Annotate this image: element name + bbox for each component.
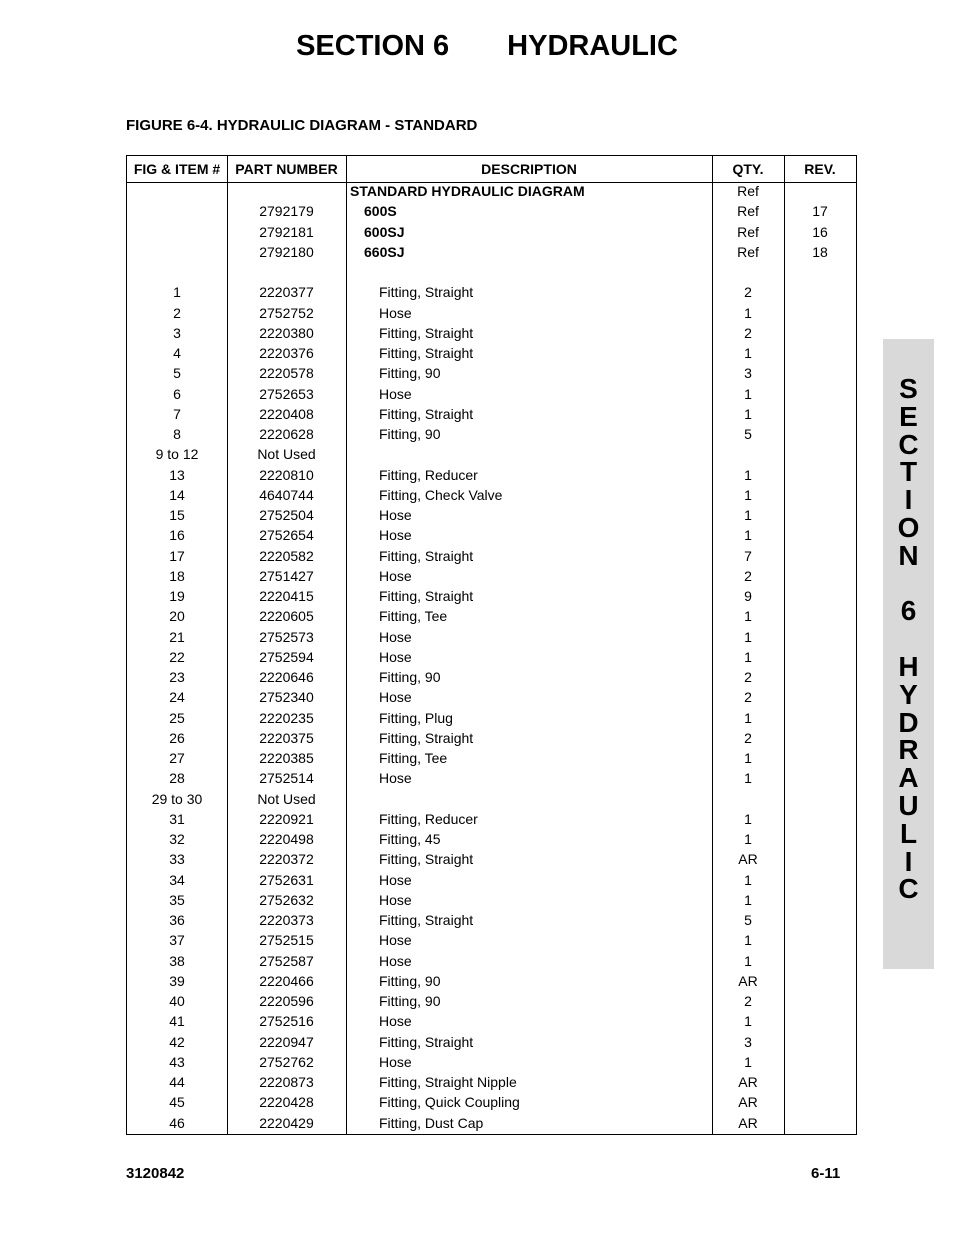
fig-item-cell: 6 [173,385,181,402]
table-row [127,687,856,707]
part-number-cell: 2220235 [259,709,314,726]
fig-item-cell: 22 [169,648,185,665]
part-number-cell: 2220628 [259,426,314,442]
fig-item-cell: 46 [169,1114,185,1131]
part-number-cell: 2220415 [259,588,314,604]
description-cell: Fitting, 90 [379,993,441,1009]
side-tab-letter: 6 [900,595,917,627]
qty-cell: 1 [744,1013,752,1030]
part-number-cell: 2752504 [259,507,314,523]
fig-item-cell: 37 [169,932,185,949]
fig-item-cell: 40 [169,993,185,1009]
fig-item-cell: 29 to 30 [151,790,203,807]
part-number-cell: 2752752 [259,304,314,321]
part-number-cell: 2752573 [259,628,314,645]
qty-cell: 2 [744,324,752,341]
part-number-cell: 2220605 [259,608,314,625]
description-cell: Hose [379,952,412,969]
qty-cell: 1 [744,466,752,483]
fig-item-cell: 21 [169,628,185,645]
part-number-cell: 2752654 [259,527,314,544]
part-number-cell: 2220408 [259,405,314,422]
part-number-cell: 2752594 [259,648,314,665]
fig-item-cell: 45 [169,1094,185,1111]
description-cell: Hose [379,932,412,949]
qty-cell: 1 [744,810,752,827]
part-number-cell: 2220646 [259,669,314,685]
table-row [127,910,856,930]
description-cell: 600SJ [364,223,405,240]
table-row [127,1011,856,1031]
part-number-cell: 2752762 [259,1053,314,1070]
table-row [127,566,856,586]
side-tab-letter: E [899,400,918,432]
description-cell: Fitting, Straight [379,405,474,422]
fig-item-cell: 36 [169,912,185,928]
description-cell: STANDARD HYDRAULIC DIAGRAM [350,183,585,199]
table-row [127,1113,856,1133]
description-cell: Hose [379,628,412,645]
qty-cell: 2 [744,284,752,301]
table-row [127,1072,856,1092]
fig-item-cell: 23 [169,669,185,685]
description-cell: 660SJ [364,243,405,260]
table-row [127,1052,856,1072]
fig-item-cell: 16 [169,527,185,544]
fig-item-cell: 24 [169,689,185,706]
rev-cell: 18 [812,243,828,260]
qty-cell: 1 [744,1053,752,1070]
table-body [127,181,856,1133]
description-cell: Hose [379,1053,412,1070]
page-number: 6-11 [811,1165,841,1182]
part-number-cell: 2220466 [259,972,314,989]
description-cell: Fitting, Plug [379,709,453,726]
qty-cell: 1 [744,648,752,665]
qty-cell: 3 [744,365,752,382]
col-header-rev: REV. [804,161,836,177]
side-tab-letter: S [899,373,918,404]
part-number-cell: 2792181 [259,223,314,240]
fig-item-cell: 32 [169,831,185,847]
fig-item-cell: 1 [173,284,181,301]
side-tab-letter: Y [899,678,918,710]
table-row [127,262,856,282]
part-number-cell: 2220376 [259,345,314,361]
table-row [127,768,856,788]
side-tab-letter: C [898,873,919,905]
fig-item-cell: 13 [169,466,185,483]
description-cell: Fitting, Quick Coupling [379,1094,520,1111]
part-number-cell: 2752514 [259,770,314,787]
part-number-cell: Not Used [257,446,316,463]
fig-item-cell: 35 [169,891,185,908]
rev-cell: 17 [812,203,828,220]
part-number-cell: 2792179 [259,203,314,220]
qty-cell: 1 [744,405,752,422]
fig-item-cell: 17 [169,547,185,564]
description-cell: Fitting, 45 [379,831,441,847]
table-row [127,465,856,485]
qty-cell: 1 [744,891,752,908]
table-row [127,384,856,404]
fig-item-cell: 28 [169,770,185,787]
part-number-cell: 2752516 [259,1013,314,1030]
qty-cell: 7 [744,547,752,564]
description-cell: Fitting, Straight [379,588,474,604]
side-tab-letter: I [904,845,913,877]
fig-item-cell: 4 [173,345,181,361]
qty-cell: 2 [744,729,752,746]
description-cell: Fitting, Straight [379,345,474,361]
side-tab-letter: A [898,762,919,794]
qty-cell: Ref [737,243,759,260]
description-cell: Hose [379,871,412,888]
qty-cell: AR [738,972,758,989]
description-cell: Fitting, Straight [379,284,474,301]
description-cell: Fitting, Straight [379,729,474,746]
qty-cell: 5 [744,912,752,928]
figure-title: FIGURE 6-4. HYDRAULIC DIAGRAM - STANDARD [126,117,478,134]
col-header-part: PART NUMBER [235,161,338,177]
qty-cell: 1 [744,486,752,503]
qty-cell: AR [738,1114,758,1131]
qty-cell: AR [738,1094,758,1111]
description-cell: Fitting, Reducer [379,466,478,483]
qty-cell: 1 [744,345,752,361]
description-cell: Fitting, Straight [379,547,474,564]
col-header-description: DESCRIPTION [481,161,577,177]
side-tab-letter: C [898,428,919,460]
table-row [127,485,856,505]
part-number-cell: 2752587 [259,952,314,969]
part-number-cell: 2751427 [259,567,314,584]
table-row [127,606,856,626]
table-row [127,546,856,566]
side-tab-letter: I [904,484,913,516]
table-row [127,708,856,728]
qty-cell: 1 [744,304,752,321]
qty-cell: 5 [744,426,752,442]
table-row [127,1092,856,1112]
description-cell: Hose [379,385,412,402]
qty-cell: AR [738,1074,758,1090]
part-number-cell: 2792180 [259,243,314,260]
doc-number: 3120842 [126,1165,185,1182]
fig-item-cell: 2 [173,304,181,321]
table-row [127,951,856,971]
fig-item-cell: 43 [169,1053,185,1070]
description-cell: Fitting, Reducer [379,810,478,827]
qty-cell: 1 [744,507,752,523]
qty-cell: 3 [744,1033,752,1050]
table-row [127,647,856,667]
qty-cell: Ref [737,183,759,199]
fig-item-cell: 3 [173,324,181,341]
description-cell: Fitting, Straight [379,851,474,868]
table-row [127,404,856,424]
table-row [127,809,856,829]
qty-cell: 1 [744,750,752,766]
fig-item-cell: 5 [173,365,181,382]
side-tab-letter: H [898,651,919,682]
description-cell: Fitting, Straight [379,324,474,341]
parts-table [126,155,857,1135]
col-header-fig: FIG & ITEM # [133,161,221,177]
qty-cell: 1 [744,608,752,625]
description-cell: 600S [364,203,397,220]
table-row [127,444,856,464]
table-row [127,991,856,1011]
side-tab-letter: L [899,817,918,849]
description-cell: Hose [379,648,412,665]
table-row [127,181,856,201]
description-cell: Hose [379,507,412,523]
side-tab-letter: R [898,734,919,766]
qty-cell: 1 [744,770,752,787]
description-cell: Hose [379,770,412,787]
table-row [127,222,856,242]
description-cell: Fitting, 90 [379,426,441,442]
description-cell: Fitting, 90 [379,972,441,989]
part-number-cell: 2220582 [259,547,314,564]
table-row [127,1032,856,1052]
part-number-cell: 2220377 [259,284,314,301]
fig-item-cell: 34 [169,871,185,888]
qty-cell: Ref [737,223,759,240]
description-cell: Hose [379,891,412,908]
description-cell: Hose [379,304,412,321]
table-row [127,505,856,525]
fig-item-cell: 33 [169,851,185,868]
qty-cell: 9 [744,588,752,604]
description-cell: Hose [379,567,412,584]
fig-item-cell: 7 [173,405,181,422]
part-number-cell: 2220375 [259,729,314,746]
description-cell: Fitting, Straight [379,1033,474,1050]
fig-item-cell: 15 [169,507,185,523]
part-number-cell: 2220429 [259,1114,314,1131]
part-number-cell: 2752515 [259,932,314,949]
rev-cell: 16 [812,223,828,240]
table-row [127,789,856,809]
fig-item-cell: 42 [169,1033,185,1050]
fig-item-cell: 20 [169,608,185,625]
fig-item-cell: 25 [169,709,185,726]
part-number-cell: 4640744 [259,486,314,503]
table-row [127,728,856,748]
table-row [127,870,856,890]
qty-cell: 1 [744,932,752,949]
fig-item-cell: 38 [169,952,185,969]
table-row [127,890,856,910]
side-tab-letter: D [898,706,919,738]
description-cell: Fitting, Straight [379,912,474,928]
col-header-qty: QTY. [732,161,764,177]
table-row [127,323,856,343]
part-number-cell: 2220385 [259,750,314,766]
part-number-cell: 2752653 [259,385,314,402]
fig-item-cell: 19 [169,588,185,604]
part-number-cell: 2752340 [259,689,314,706]
description-cell: Fitting, Check Valve [379,486,503,503]
description-cell: Hose [379,1013,412,1030]
table-row [127,748,856,768]
side-tab-letter: U [898,790,919,821]
table-row [127,586,856,606]
part-number-cell: 2220428 [259,1094,314,1111]
table-row [127,424,856,444]
qty-cell: 2 [744,689,752,706]
part-number-cell: 2220947 [259,1033,314,1050]
section-title: HYDRAULIC [507,30,678,62]
fig-item-cell: 18 [169,567,185,584]
table-row [127,242,856,262]
table-row [127,971,856,991]
fig-item-cell: 14 [169,486,185,503]
page-title [0,30,954,63]
description-cell: Fitting, Tee [379,750,448,766]
fig-item-cell: 26 [169,729,185,746]
qty-cell: 1 [744,709,752,726]
fig-item-cell: 44 [169,1074,185,1090]
side-tab-letter: O [897,512,920,543]
part-number-cell: 2752632 [259,891,314,908]
description-cell: Hose [379,527,412,544]
fig-item-cell: 8 [173,426,181,442]
fig-item-cell: 27 [169,750,185,766]
side-tab-letter: N [898,539,919,571]
description-cell: Fitting, Dust Cap [379,1114,484,1131]
description-cell: Fitting, Straight Nipple [379,1074,517,1090]
part-number-cell: 2220373 [259,912,314,928]
table-row [127,849,856,869]
description-cell: Fitting, 90 [379,669,441,685]
table-row [127,343,856,363]
qty-cell: AR [738,851,758,868]
part-number-cell: 2220873 [259,1074,314,1090]
table-row [127,930,856,950]
table-row [127,363,856,383]
qty-cell: 2 [744,669,752,685]
table-row [127,303,856,323]
part-number-cell: 2220596 [259,993,314,1009]
description-cell: Fitting, 90 [379,365,441,382]
description-cell: Fitting, Tee [379,608,448,625]
fig-item-cell: 39 [169,972,185,989]
part-number-cell: 2220498 [259,831,314,847]
part-number-cell: Not Used [257,790,316,807]
qty-cell: 1 [744,628,752,645]
qty-cell: 1 [744,871,752,888]
section-side-tab [883,339,934,969]
part-number-cell: 2220921 [259,810,314,827]
part-number-cell: 2220372 [259,851,314,868]
table-row [127,282,856,302]
qty-cell: 1 [744,952,752,969]
table-row [127,627,856,647]
part-number-cell: 2752631 [259,871,314,888]
description-cell: Hose [379,689,412,706]
qty-cell: Ref [737,203,759,220]
fig-item-cell: 31 [169,810,185,827]
fig-item-cell: 41 [169,1013,185,1030]
side-tab-letter: T [899,456,918,488]
table-row [127,201,856,221]
table-row [127,667,856,687]
table-row [127,525,856,545]
section-label: SECTION 6 [296,30,450,62]
qty-cell: 1 [744,527,752,544]
part-number-cell: 2220380 [259,324,314,341]
fig-item-cell: 9 to 12 [155,446,199,463]
table-row [127,829,856,849]
qty-cell: 2 [744,993,752,1009]
part-number-cell: 2220810 [259,466,314,483]
qty-cell: 1 [744,831,752,847]
part-number-cell: 2220578 [259,365,314,382]
qty-cell: 2 [744,567,752,584]
qty-cell: 1 [744,385,752,402]
